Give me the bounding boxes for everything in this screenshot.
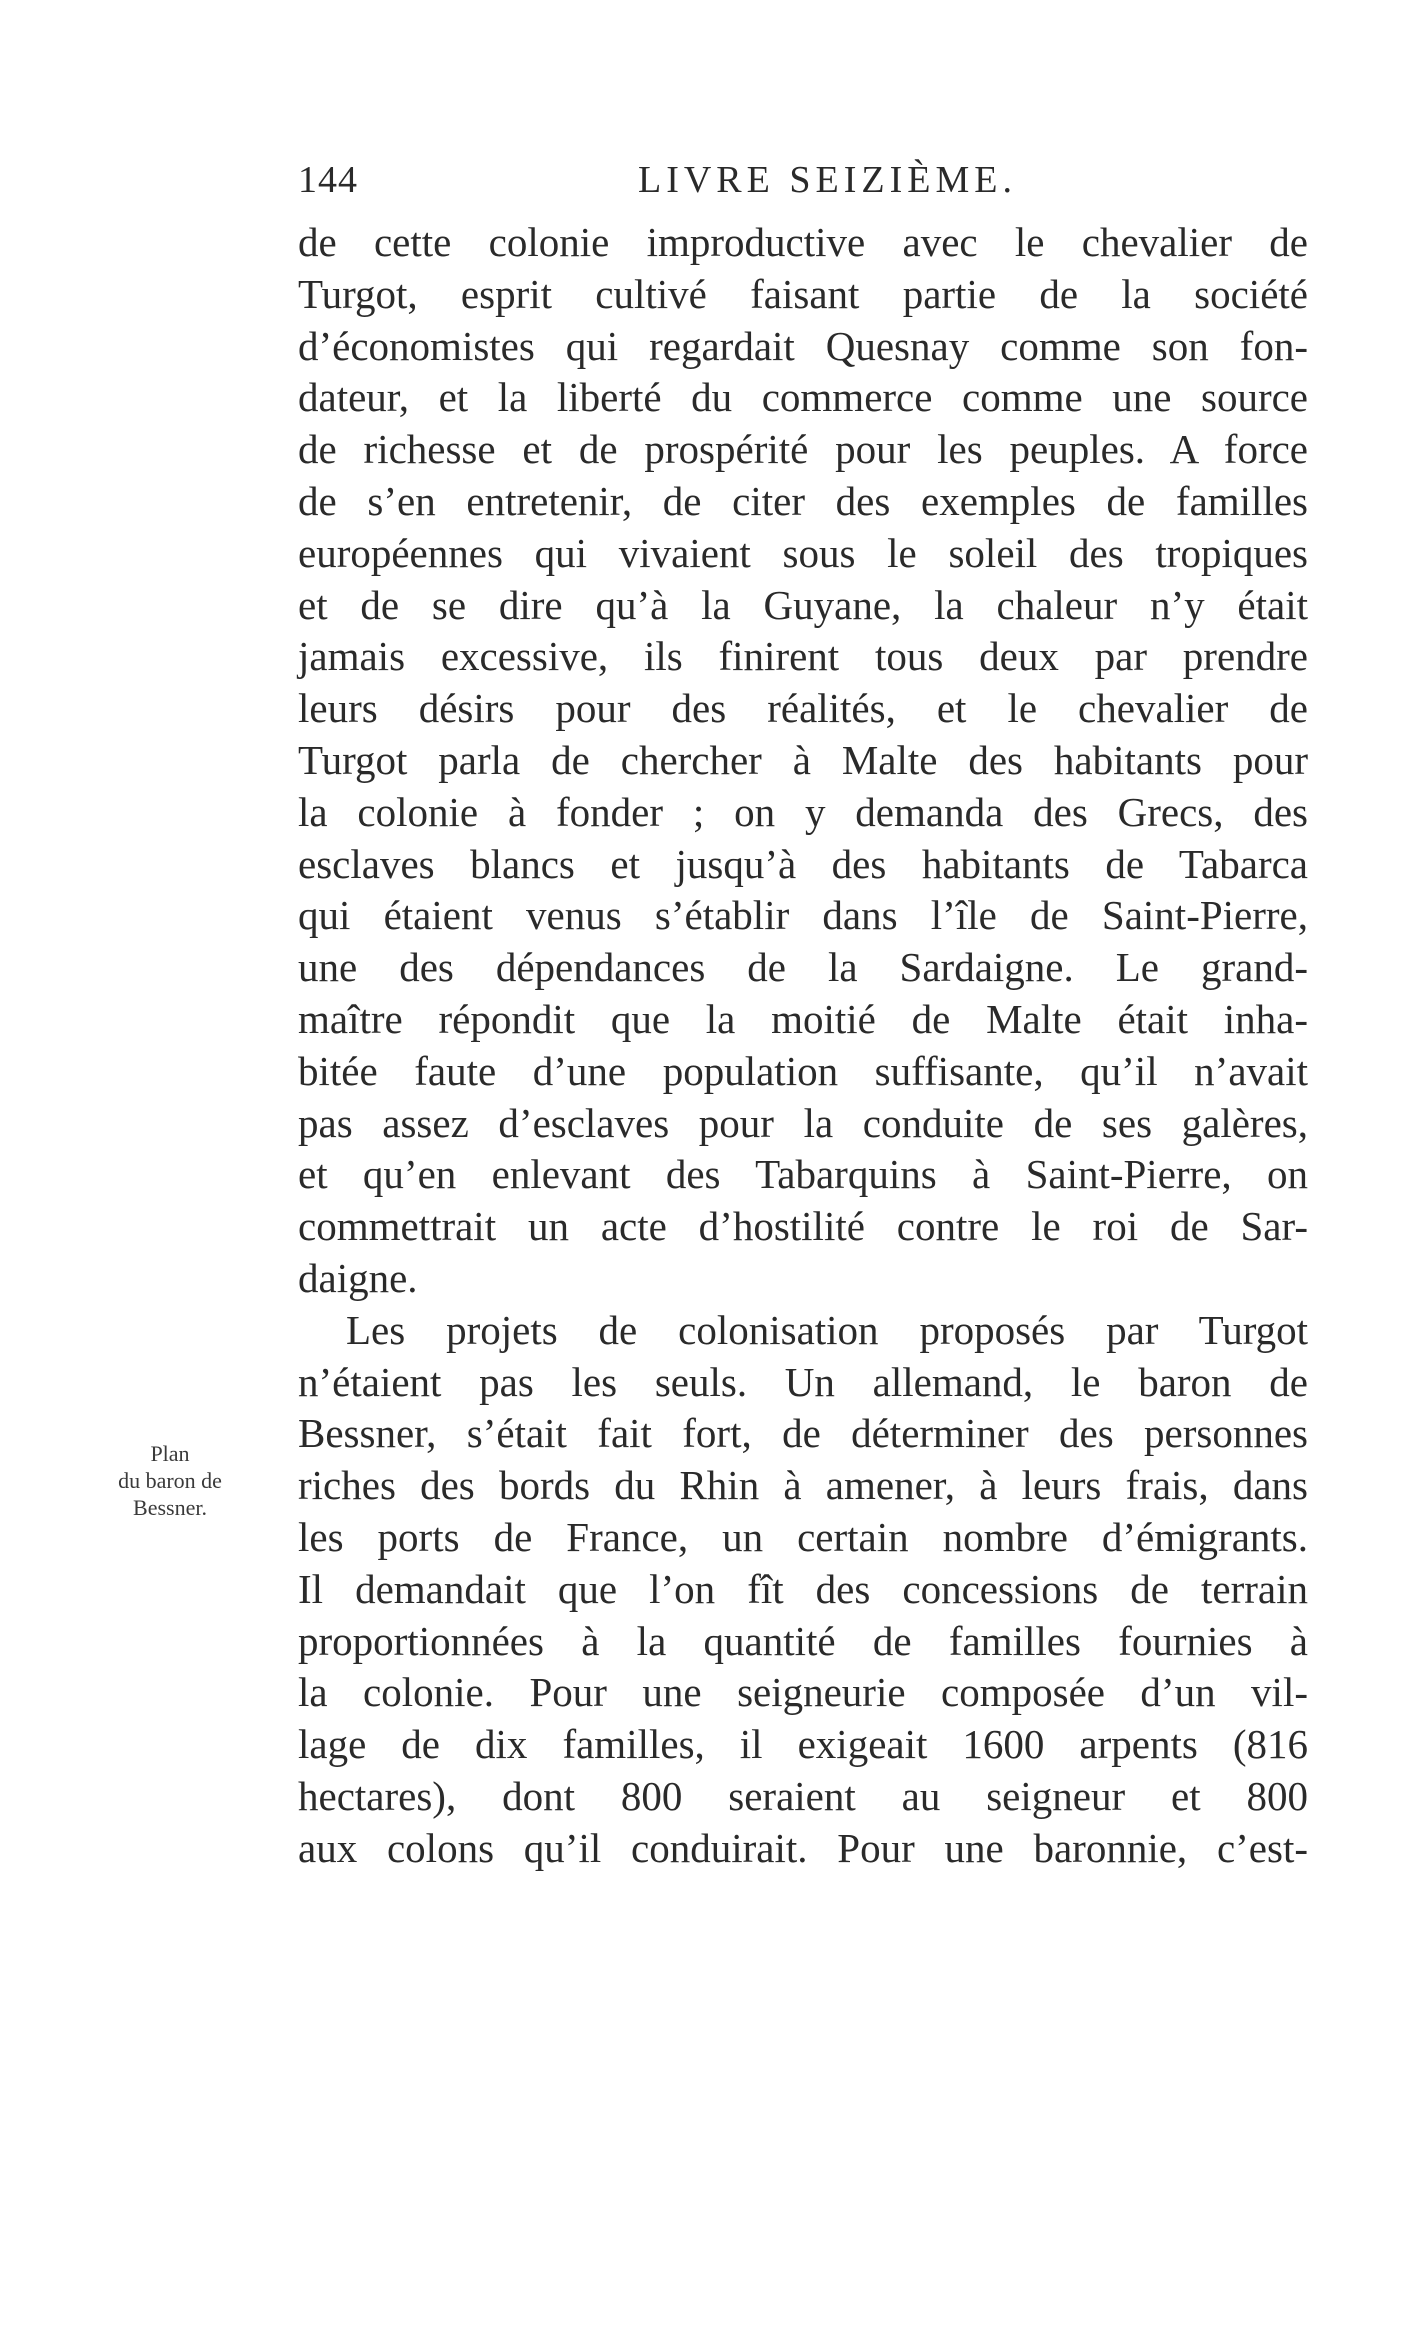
paragraph-1	[298, 217, 1308, 1305]
text-line: n’étaient pas les seuls. Un allemand, le baron de	[298, 1358, 1308, 1405]
marginal-note-line: du baron de	[118, 1468, 222, 1493]
text-line: bitée faute d’une population suffisante, qu’il n’avait	[298, 1047, 1308, 1094]
text-line: pas assez d’esclaves pour la conduite de ses galères,	[298, 1099, 1308, 1146]
text-line: Les projets de colonisation proposés par Turgot	[346, 1306, 1308, 1353]
text-line: dateur, et la liberté du commerce comme une source	[298, 374, 1308, 421]
page-number: 144	[298, 159, 358, 201]
text-line: lage de dix familles, il exigeait 1600 arpents (816	[298, 1721, 1308, 1768]
text-line: hectares), dont 800 seraient au seigneur et 800	[298, 1772, 1308, 1819]
paragraph-2	[298, 1305, 1308, 1875]
text-line: une des dépendances de la Sardaigne. Le grand-	[298, 944, 1308, 991]
text-line: de s’en entretenir, de citer des exemples de familles	[298, 477, 1308, 524]
text-line: proportionnées à la quantité de familles fournies à	[298, 1617, 1308, 1664]
text-line: esclaves blancs et jusqu’à des habitants de Tabarca	[298, 840, 1308, 887]
text-line: européennes qui vivaient sous le soleil des tropiques	[298, 529, 1308, 576]
text-line: Turgot, esprit cultivé faisant partie de la société	[298, 270, 1308, 317]
text-line: Il demandait que l’on fît des concessions de terrain	[298, 1565, 1308, 1612]
text-line: leurs désirs pour des réalités, et le chevalier de	[298, 685, 1308, 732]
running-header	[298, 158, 1308, 208]
text-line: de richesse et de prospérité pour les peuples. A force	[298, 426, 1308, 473]
text-line: de cette colonie improductive avec le chevalier de	[298, 219, 1308, 265]
text-line: Turgot parla de chercher à Malte des habitants pour	[298, 736, 1308, 783]
marginal-note-line: Plan	[150, 1441, 190, 1466]
text-line: commettrait un acte d’hostilité contre le roi de Sar-	[298, 1203, 1308, 1250]
text-line: aux colons qu’il conduirait. Pour une baronnie, c’est-	[298, 1824, 1308, 1871]
marginal-note-line: Bessner.	[133, 1495, 207, 1520]
text-line: et qu’en enlevant des Tabarquins à Saint-Pierre, on	[298, 1151, 1308, 1198]
text-line: maître répondit que la moitié de Malte était inha-	[298, 995, 1308, 1042]
text-line: jamais excessive, ils finirent tous deux par prendre	[298, 633, 1308, 680]
text-line: la colonie à fonder ; on y demanda des Grecs, des	[298, 788, 1308, 835]
text-line: la colonie. Pour une seigneurie composée d’un vil-	[298, 1669, 1308, 1716]
text-line: et de se dire qu’à la Guyane, la chaleur n’y était	[298, 581, 1308, 628]
running-title: LIVRE SEIZIÈME.	[638, 159, 1017, 201]
body-text	[298, 217, 1308, 1875]
text-line: Bessner, s’était fait fort, de déterminer des personnes	[298, 1410, 1308, 1457]
text-line: riches des bords du Rhin à amener, à leurs frais, dans	[298, 1462, 1308, 1509]
text-line: daigne.	[298, 1254, 418, 1301]
marginal-note	[70, 1440, 270, 1521]
text-line: d’économistes qui regardait Quesnay comme son fon-	[298, 322, 1308, 369]
text-line: les ports de France, un certain nombre d’émigrants.	[298, 1513, 1308, 1560]
text-line: qui étaient venus s’établir dans l’île de Saint-Pierre,	[298, 892, 1308, 939]
